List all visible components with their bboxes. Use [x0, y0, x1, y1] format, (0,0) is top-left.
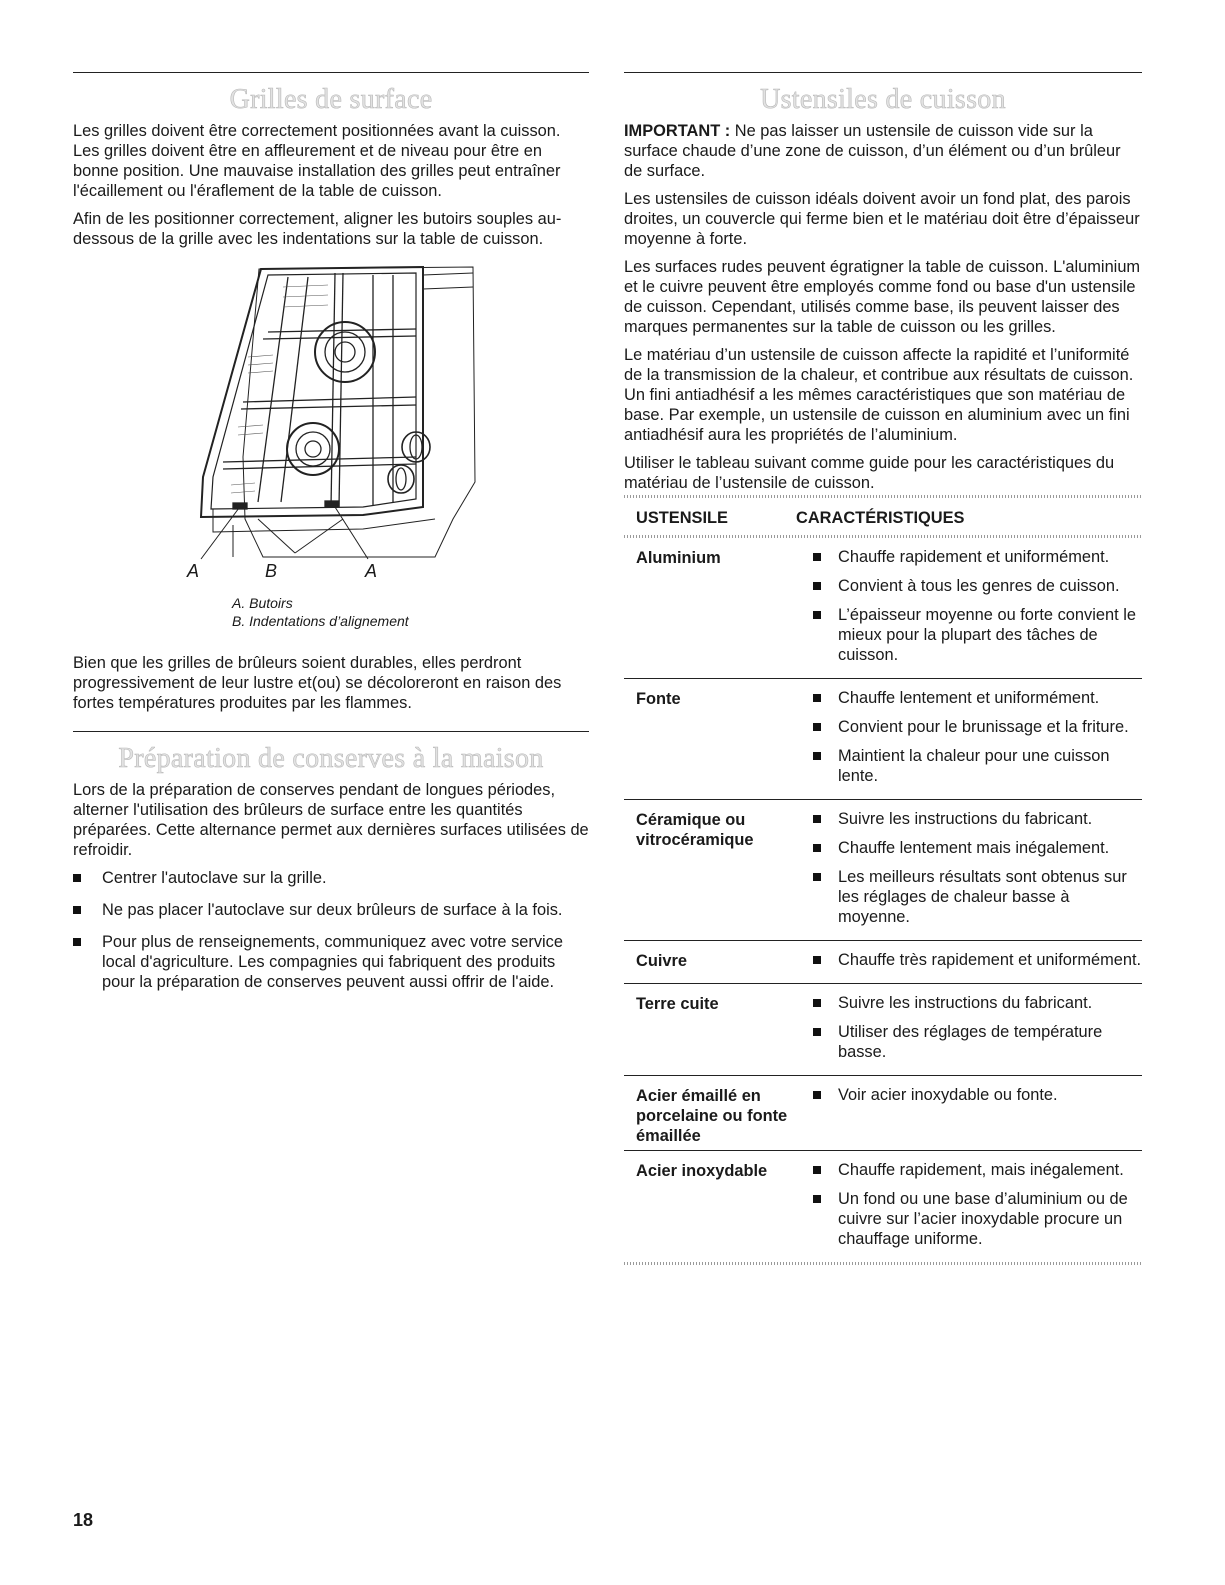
- important-label: IMPORTANT :: [624, 122, 731, 140]
- bullet-square-icon: [813, 611, 821, 619]
- list-item: Utiliser des réglages de température basse.: [813, 1022, 1142, 1062]
- list-item: L’épaisseur moyenne ou forte convient le mieux pour la plupart des tâches de cuisson.: [813, 605, 1142, 665]
- ustensiles-paragraph-4: Utiliser le tableau suivant comme guide pour les caractéristiques du matériau de l’ustensile de cuisson.: [624, 454, 1115, 492]
- table-bottom-border: [624, 1262, 1142, 1265]
- section-rule: [73, 731, 589, 732]
- list-item: Convient pour le brunissage et la friture.: [813, 717, 1142, 737]
- bullet-square-icon: [813, 956, 821, 964]
- bullet-square-icon: [813, 553, 821, 561]
- list-item: Suivre les instructions du fabricant.: [813, 809, 1142, 829]
- important-note: [624, 121, 1142, 181]
- bullet-square-icon: [73, 938, 81, 946]
- material-name: Acier inoxydable: [636, 1162, 768, 1180]
- ustensiles-paragraph-1: Les ustensiles de cuisson idéals doivent avoir un fond plat, des parois droites, un couvercle qui ferme bien et le matériau doit être d’épaisseur moyenne à forte.: [624, 190, 1140, 248]
- ustensiles-paragraph-3: Le matériau d’un ustensile de cuisson affecte la rapidité et l’uniformité de la transmission de la chaleur, et contribue aux résultats de cuisson. Un fini antiadhésif a les mêmes caractéristiques que son matériau de base. Par exemple, un ustensile de cuisson en aluminium avec un fini antiadhésif aura les propriétés de l’aluminium.: [624, 346, 1134, 444]
- section-title-ustensiles: Ustensiles de cuisson: [760, 84, 1006, 115]
- characteristics-list: [813, 1160, 1142, 1258]
- bullet-square-icon: [73, 906, 81, 914]
- list-item: Convient à tous les genres de cuisson.: [813, 576, 1142, 596]
- bullet-square-icon: [813, 815, 821, 823]
- material-name: Cuivre: [636, 952, 688, 970]
- bullet-square-icon: [813, 1091, 821, 1099]
- bullet-square-icon: [813, 694, 821, 702]
- list-item: Chauffe rapidement, mais inégalement.: [813, 1160, 1142, 1180]
- material-name: Aluminium: [636, 549, 721, 567]
- figure-label-b: B: [265, 561, 278, 581]
- characteristics-list: [813, 809, 1142, 936]
- characteristics-list: [813, 688, 1142, 795]
- list-item: Les meilleurs résultats sont obtenus sur les réglages de chaleur basse à moyenne.: [813, 867, 1142, 927]
- table-row: [624, 538, 1142, 679]
- list-item: Pour plus de renseignements, communiquez avec votre service local d'agriculture. Les compagnies qui fabriquent des produits pour la préparation de conserves peuvent aussi offrir de l'aide.: [73, 932, 589, 992]
- bullet-square-icon: [813, 582, 821, 590]
- table-row: [624, 984, 1142, 1076]
- header-ustensile: USTENSILE: [636, 509, 728, 527]
- list-item: Centrer l'autoclave sur la grille.: [73, 868, 589, 888]
- bullet-square-icon: [73, 874, 81, 882]
- cookware-table-body: [624, 538, 1142, 1262]
- figure-label-a-left: A: [187, 561, 200, 581]
- bullet-square-icon: [813, 752, 821, 760]
- table-row: [624, 941, 1142, 984]
- bullet-square-icon: [813, 873, 821, 881]
- section-rule: [73, 72, 589, 73]
- section-title-conserves: Préparation de conserves à la maison: [118, 743, 544, 774]
- material-name: Céramique ou vitrocéramique: [636, 811, 754, 849]
- bullet-square-icon: [813, 723, 821, 731]
- section-rule: [624, 72, 1142, 73]
- bullet-square-icon: [813, 1166, 821, 1174]
- right-column: [624, 72, 1142, 1265]
- ustensiles-paragraph-2: Les surfaces rudes peuvent égratigner la table de cuisson. L'aluminium et le cuivre peuvent être employés comme fond ou base d'un ustensile de cuisson. Cependant, utilisés comme base, ils peuvent laisser des marques permanentes sur la table de cuisson ou les grilles.: [624, 258, 1141, 336]
- bullet-square-icon: [813, 1195, 821, 1203]
- figure-label-a-right: A: [365, 561, 378, 581]
- grate-illustration: [73, 257, 589, 609]
- material-name: Terre cuite: [636, 995, 719, 1013]
- material-name: Fonte: [636, 690, 681, 708]
- characteristics-list: [813, 950, 1142, 979]
- conserves-paragraph-1: Lors de la préparation de conserves pendant de longues périodes, alterner l'utilisation des brûleurs de surface entre les quantités préparées. Cette alternance permet aux dernières surfaces utilisées de refroidir.: [73, 781, 589, 859]
- table-row: [624, 679, 1142, 800]
- conserves-bullet-list: [73, 868, 589, 992]
- list-item: Chauffe lentement mais inégalement.: [813, 838, 1142, 858]
- list-item: Maintient la chaleur pour une cuisson lente.: [813, 746, 1142, 786]
- caption-indentations: B. Indentations d’alignement: [232, 613, 409, 629]
- characteristics-list: [813, 547, 1142, 674]
- grilles-paragraph-2: Afin de les positionner correctement, aligner les butoirs souples au-dessous de la grille avec les indentations sur la table de cuisson.: [73, 210, 562, 248]
- section-title-grilles: Grilles de surface: [229, 84, 433, 115]
- caption-butoirs: A. Butoirs: [232, 595, 293, 611]
- bullet-square-icon: [813, 1028, 821, 1036]
- table-row: [624, 800, 1142, 941]
- grilles-paragraph-1: Les grilles doivent être correctement positionnées avant la cuisson. Les grilles doivent être en affleurement et de niveau pour être en bonne position. Une mauvaise installation des grilles peut entraîner l'écaillement ou l'éraflement de la table de cuisson.: [73, 122, 561, 200]
- list-item: Ne pas placer l'autoclave sur deux brûleurs de surface à la fois.: [73, 900, 589, 920]
- material-name: Acier émaillé en porcelaine ou fonte émaillée: [636, 1087, 788, 1145]
- important-text: Ne pas laisser un ustensile de cuisson vide sur la surface chaude d’une zone de cuisson, d’un élément ou d’un brûleur de surface.: [624, 122, 1121, 180]
- header-caracteristiques: CARACTÉRISTIQUES: [796, 509, 965, 527]
- list-item: Suivre les instructions du fabricant.: [813, 993, 1142, 1013]
- list-item: Chauffe lentement et uniformément.: [813, 688, 1142, 708]
- bullet-square-icon: [813, 999, 821, 1007]
- table-header: [624, 498, 1142, 535]
- characteristics-list: [813, 1085, 1142, 1146]
- table-row: [624, 1076, 1142, 1151]
- left-column: [73, 72, 589, 1004]
- table-row: [624, 1151, 1142, 1262]
- list-item: Chauffe rapidement et uniformément.: [813, 547, 1142, 567]
- bullet-square-icon: [813, 844, 821, 852]
- list-item: Voir acier inoxydable ou fonte.: [813, 1085, 1142, 1105]
- grilles-paragraph-3: Bien que les grilles de brûleurs soient durables, elles perdront progressivement de leur lustre et(ou) se décoloreront en raison des fortes températures produites par les flammes.: [73, 654, 562, 712]
- list-item: Chauffe très rapidement et uniformément.: [813, 950, 1142, 970]
- cooktop-grate-drawing: [73, 257, 589, 609]
- characteristics-list: [813, 993, 1142, 1071]
- list-item: Un fond ou une base d’aluminium ou de cuivre sur l’acier inoxydable procure un chauffage uniforme.: [813, 1189, 1142, 1249]
- page-number: 18: [73, 1510, 94, 1530]
